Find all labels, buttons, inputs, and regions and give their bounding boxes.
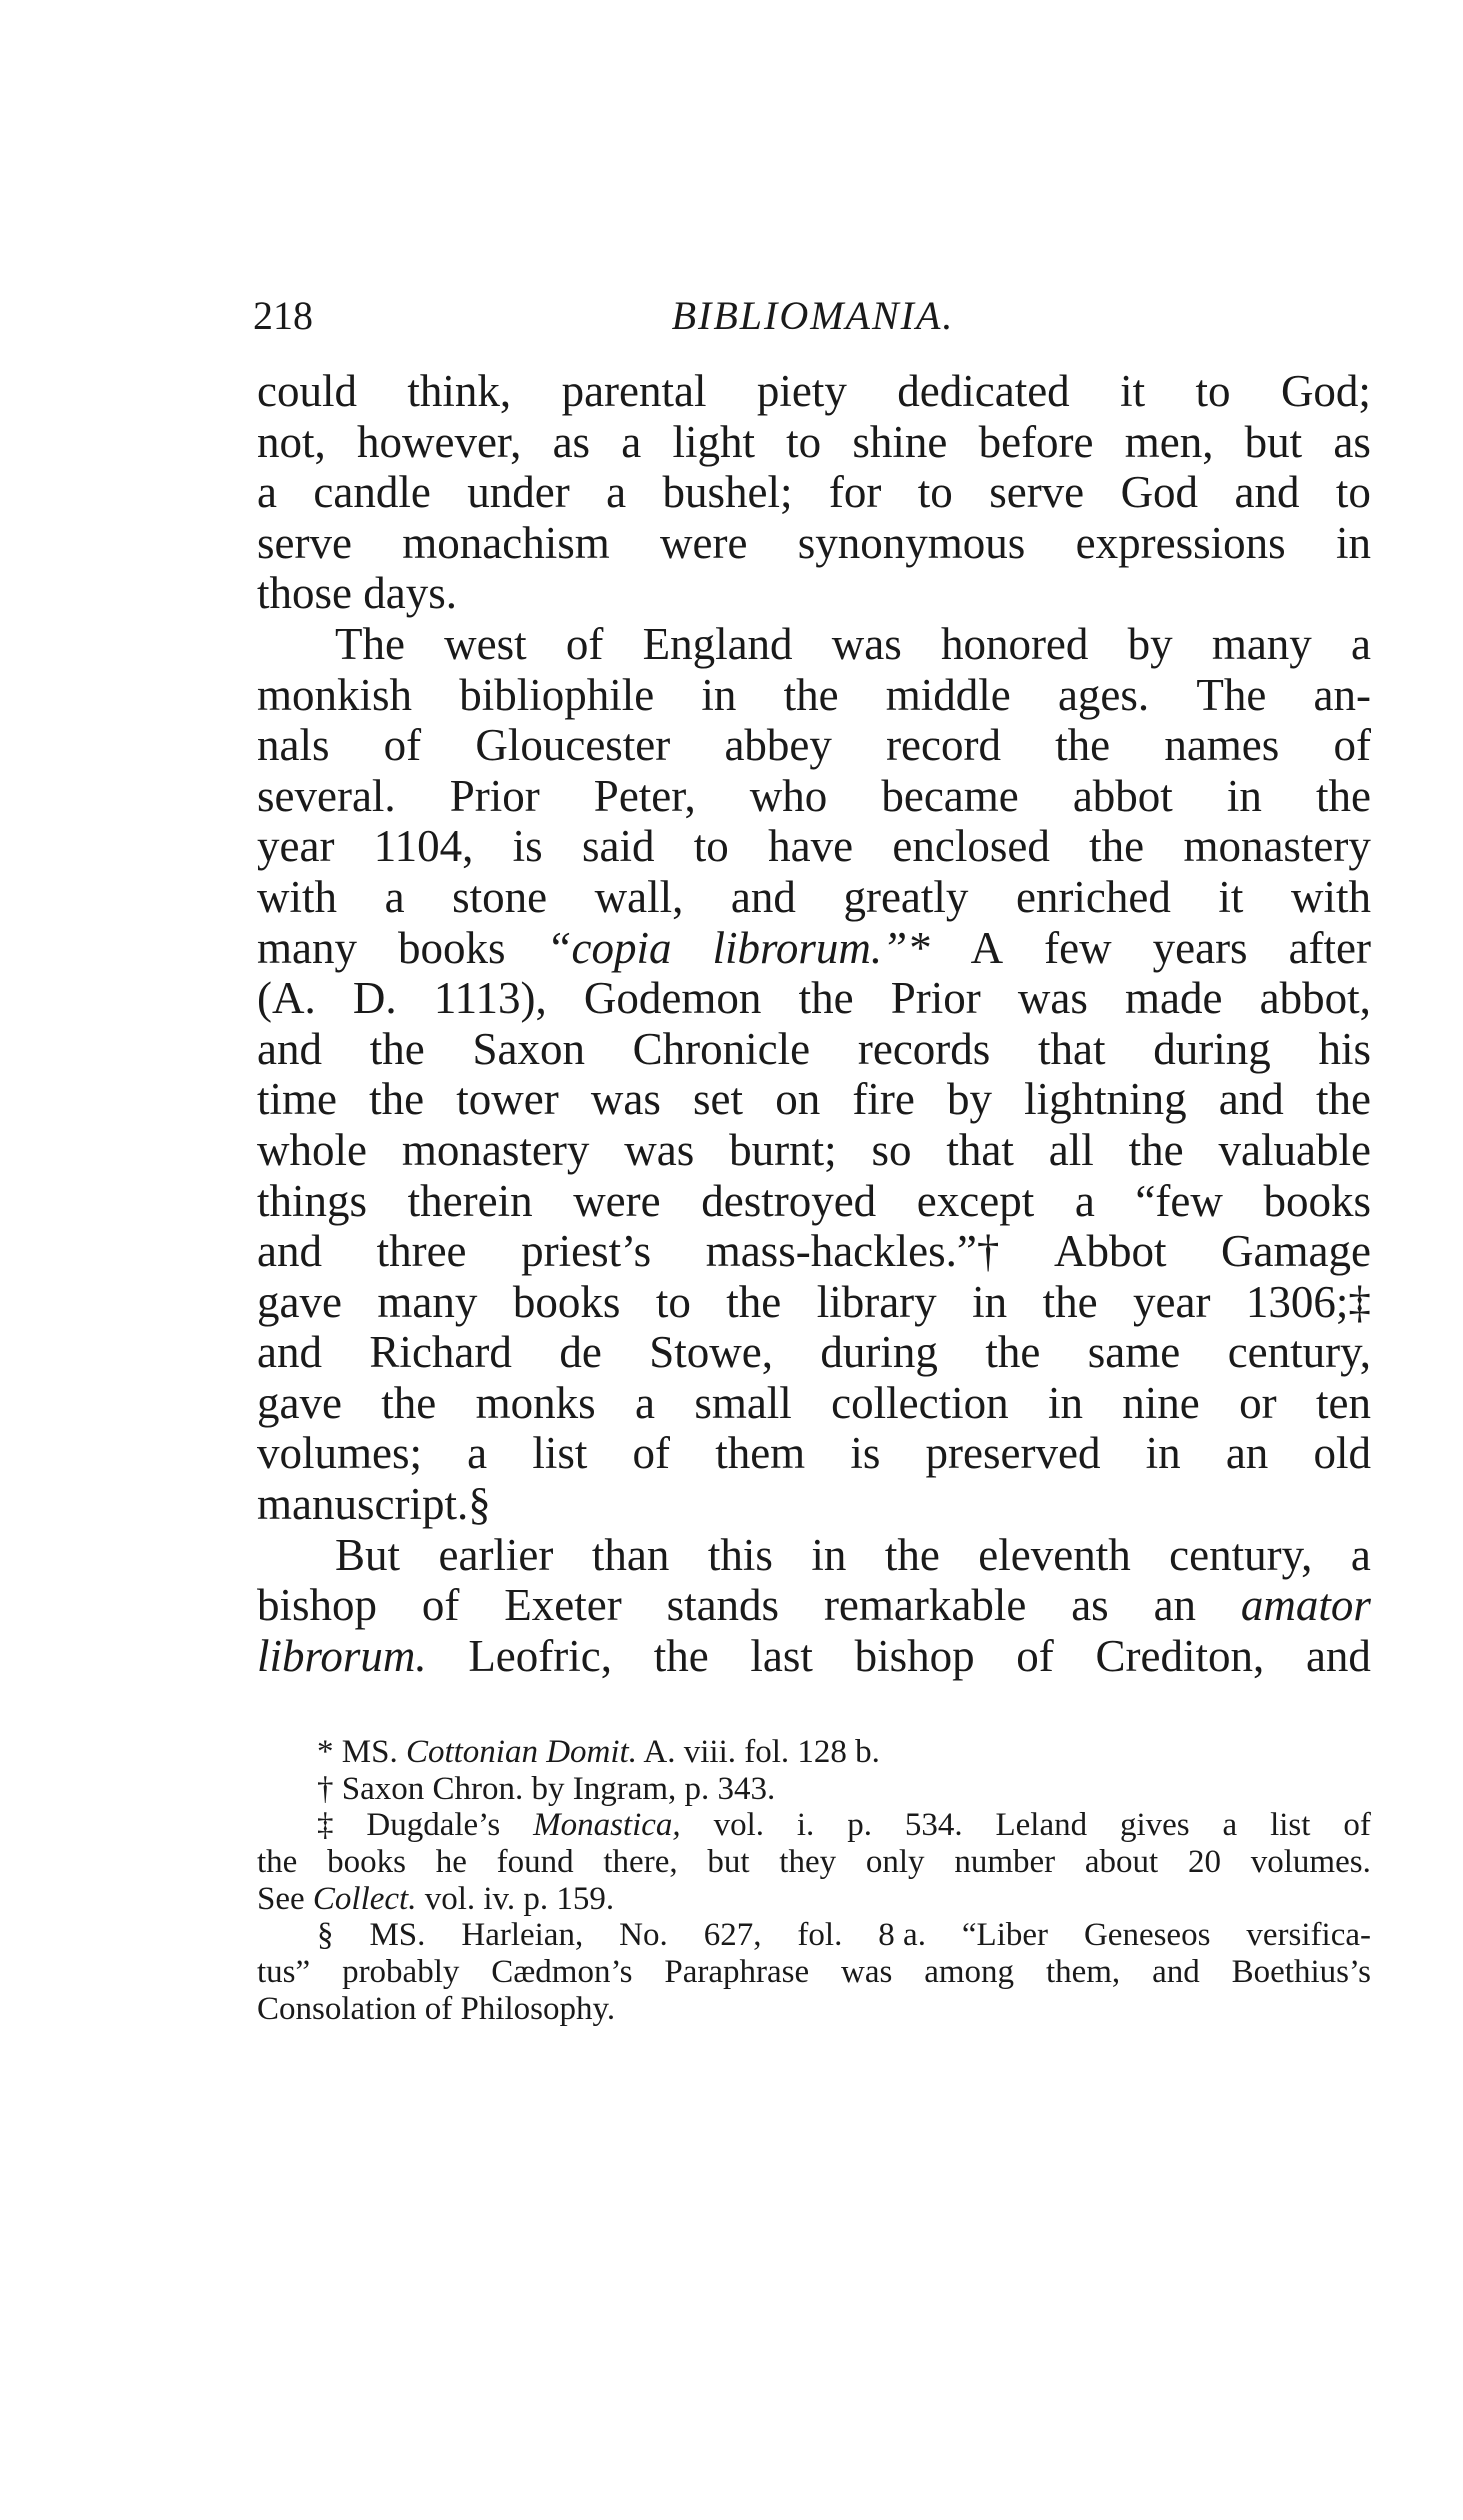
body-word: last xyxy=(750,1630,813,1681)
footnote-line xyxy=(257,1734,1371,1771)
body-word: it xyxy=(1120,366,1146,416)
body-word: in xyxy=(972,1276,1008,1327)
footnote-word: 627, xyxy=(703,1917,762,1954)
body-word: monkish xyxy=(257,669,413,720)
body-word: the xyxy=(369,1074,425,1125)
body-word: years xyxy=(1152,922,1248,973)
body-word: or xyxy=(1239,1377,1277,1428)
body-word: 1104, xyxy=(373,821,474,872)
body-word: of xyxy=(421,1580,460,1631)
body-word: who xyxy=(749,770,828,821)
footnote-line xyxy=(257,1807,1371,1844)
body-word: light xyxy=(672,416,755,467)
body-word: Richard xyxy=(369,1327,512,1378)
footnote-word: he xyxy=(435,1844,467,1881)
body-word: the xyxy=(798,973,854,1024)
body-word: than xyxy=(591,1529,670,1580)
body-word: manuscript.§ xyxy=(257,1479,491,1530)
footnote-word: 534. xyxy=(904,1807,963,1844)
running-title: BIBLIOMANIA. xyxy=(671,293,955,338)
body-word: as xyxy=(552,416,591,467)
body-word: became xyxy=(881,770,1019,821)
body-word: and xyxy=(257,1023,322,1074)
body-word: small xyxy=(694,1377,792,1428)
body-word: century, xyxy=(1169,1529,1313,1580)
body-word: a xyxy=(1074,1175,1095,1226)
body-word: the xyxy=(1042,1276,1098,1327)
footnote-word: a xyxy=(1222,1807,1238,1844)
body-word: preserved xyxy=(925,1428,1101,1479)
body-word: books xyxy=(1263,1175,1371,1226)
body-word: monks xyxy=(475,1377,596,1428)
body-word: abbot xyxy=(1072,770,1173,821)
body-word: Abbot xyxy=(1053,1226,1167,1277)
body-word: could xyxy=(257,366,357,416)
running-header xyxy=(253,292,1373,352)
body-word: the xyxy=(381,1377,437,1428)
body-line xyxy=(257,1277,1371,1328)
body-word: an xyxy=(1153,1580,1197,1631)
footnote-word: Cædmon’s xyxy=(491,1954,633,1991)
body-line xyxy=(257,417,1371,468)
body-line xyxy=(257,568,1371,619)
body-word: the xyxy=(369,1023,425,1074)
footnote-word: number xyxy=(954,1844,1056,1881)
body-word: abbot, xyxy=(1259,973,1371,1024)
body-word: during xyxy=(1153,1023,1271,1074)
body-line xyxy=(257,1024,1371,1075)
body-word: and xyxy=(257,1226,322,1277)
body-word: abbey xyxy=(724,720,832,771)
body-word: was xyxy=(831,618,902,669)
body-word: for xyxy=(828,467,882,518)
body-word: Prior xyxy=(449,770,540,821)
body-line xyxy=(257,821,1371,872)
body-word: the xyxy=(783,669,839,720)
body-word: Saxon xyxy=(472,1023,585,1074)
body-line xyxy=(257,872,1371,923)
body-word: shine xyxy=(852,416,948,467)
body-word: and xyxy=(257,1327,322,1378)
body-word: of xyxy=(1333,720,1371,771)
body-line xyxy=(257,1631,1371,1682)
body-word: that xyxy=(946,1124,1014,1175)
body-word: was xyxy=(624,1124,695,1175)
body-word: except xyxy=(916,1175,1035,1226)
body-word: But xyxy=(335,1529,401,1580)
body-word: priest’s xyxy=(521,1226,652,1277)
body-word: gave xyxy=(257,1377,342,1428)
body-word: year xyxy=(1133,1276,1211,1327)
body-line xyxy=(257,1378,1371,1429)
body-word: is xyxy=(512,821,543,872)
footnote-word: Paraphrase xyxy=(664,1954,810,1991)
body-word: fire xyxy=(852,1074,915,1125)
body-word: names xyxy=(1164,720,1280,771)
body-word: under xyxy=(467,467,570,518)
body-word: them xyxy=(715,1428,806,1479)
body-word: year xyxy=(257,821,335,872)
body-word: the xyxy=(653,1630,709,1681)
footnote-word: fol. xyxy=(797,1917,843,1954)
body-word: 1113), xyxy=(433,973,547,1024)
body-word: all xyxy=(1048,1124,1094,1175)
body-word: serve xyxy=(989,467,1085,518)
body-word: valuable xyxy=(1218,1124,1371,1175)
body-word: library xyxy=(816,1276,937,1327)
footnote-word: but xyxy=(707,1844,750,1881)
footnotes xyxy=(257,1734,1371,2028)
body-word: God xyxy=(1120,467,1199,518)
body-word: during xyxy=(820,1327,938,1378)
body-word: that xyxy=(1038,1023,1106,1074)
body-word: The xyxy=(335,618,405,669)
body-word: days. xyxy=(363,568,457,619)
body-word: a xyxy=(257,467,277,518)
body-line xyxy=(257,973,1371,1024)
body-word: old xyxy=(1313,1428,1371,1479)
body-word: whole xyxy=(257,1124,367,1175)
body-line xyxy=(257,720,1371,771)
body-word: A xyxy=(970,922,1004,973)
footnote-line xyxy=(257,1954,1371,1991)
body-word: collection xyxy=(831,1377,1009,1428)
body-word: list xyxy=(532,1428,588,1479)
body-word: the xyxy=(726,1276,782,1327)
footnote-word: gives xyxy=(1119,1807,1190,1844)
footnote-word: ‡ xyxy=(317,1807,334,1844)
body-word: Stowe, xyxy=(649,1327,773,1378)
footnote-line xyxy=(257,1881,1371,1918)
footnote-word: list xyxy=(1270,1807,1311,1844)
body-word: many xyxy=(257,922,357,973)
body-word: record xyxy=(886,720,1001,771)
body-word: candle xyxy=(313,467,431,518)
body-word: a xyxy=(384,871,405,922)
body-word: after xyxy=(1288,922,1371,973)
footnote-word: No. xyxy=(619,1917,668,1954)
body-word: therein xyxy=(407,1175,533,1226)
footnote-word: Leland xyxy=(995,1807,1088,1844)
footnote-word: was xyxy=(841,1954,893,1991)
body-line xyxy=(257,467,1371,518)
body-word: lightning xyxy=(1024,1074,1187,1125)
body-word: Gloucester xyxy=(475,720,671,771)
body-word: wall, xyxy=(594,871,684,922)
body-word: three xyxy=(376,1226,467,1277)
footnote-word: there, xyxy=(603,1844,678,1881)
body-word: ages. xyxy=(1057,669,1150,720)
footnote-word: tus” xyxy=(257,1954,311,1991)
body-word: made xyxy=(1125,973,1223,1024)
body-word: parental xyxy=(561,366,707,416)
body-word: eleventh xyxy=(978,1529,1131,1580)
footnote-word: Consolation of Philosophy. xyxy=(257,1990,616,2027)
body-line xyxy=(257,1327,1371,1378)
footnote-word: Geneseos xyxy=(1083,1917,1211,1954)
footnote-word: about xyxy=(1084,1844,1159,1881)
body-word: nine xyxy=(1122,1377,1200,1428)
footnote-word: * MS. Cottonian Domit. A. viii. fol. 128 b. xyxy=(317,1734,880,1770)
body-word: in xyxy=(811,1529,847,1580)
body-word: Prior xyxy=(890,973,981,1024)
body-line xyxy=(257,771,1371,822)
body-word: Gamage xyxy=(1221,1226,1371,1277)
body-word: as xyxy=(1071,1580,1109,1631)
footnote-word: i. xyxy=(796,1807,815,1844)
body-word: tower xyxy=(456,1074,559,1125)
body-word: greatly xyxy=(843,871,969,922)
body-line xyxy=(257,1580,1371,1631)
body-word: The xyxy=(1196,669,1267,720)
body-word: 1306;‡ xyxy=(1245,1276,1371,1327)
body-word: to xyxy=(1335,467,1371,518)
footnote-word: § xyxy=(317,1917,334,1954)
body-word: have xyxy=(768,821,854,872)
body-line xyxy=(257,1479,1371,1530)
body-word: with xyxy=(257,871,338,922)
footnote-word: 8 a. xyxy=(878,1917,926,1954)
body-word: the xyxy=(1089,821,1145,872)
body-word: to xyxy=(1195,366,1231,416)
body-line xyxy=(257,1226,1371,1277)
body-word: and xyxy=(1218,1074,1284,1125)
body-word: said xyxy=(581,821,655,872)
body-word: Godemon xyxy=(583,973,762,1024)
body-word: monastery xyxy=(1183,821,1371,872)
body-word: to xyxy=(917,467,953,518)
body-word: think, xyxy=(407,366,512,416)
body-word: enclosed xyxy=(892,821,1050,872)
footnote-word: them, xyxy=(1045,1954,1121,1991)
body-word: so xyxy=(871,1124,912,1175)
footnote-word: Monastica, xyxy=(533,1807,681,1844)
body-word: remarkable xyxy=(823,1580,1027,1631)
body-word: this xyxy=(707,1529,773,1580)
body-word: by xyxy=(1127,618,1173,669)
body-word: volumes; xyxy=(257,1428,422,1479)
footnote-word: 20 xyxy=(1188,1844,1221,1881)
body-word: a xyxy=(606,467,627,518)
body-word: the xyxy=(1055,720,1111,771)
body-word: enriched xyxy=(1015,871,1171,922)
footnote-line xyxy=(257,1917,1371,1954)
body-word: England xyxy=(642,618,793,669)
body-word: D. xyxy=(352,973,397,1024)
footnote-word: they xyxy=(779,1844,837,1881)
footnote-word: and xyxy=(1152,1954,1200,1991)
body-word: amator xyxy=(1240,1580,1371,1631)
body-word: (A. xyxy=(257,973,316,1024)
body-word: in xyxy=(701,669,737,720)
footnote-word: Dugdale’s xyxy=(366,1807,501,1844)
body-word: serve xyxy=(257,517,352,568)
body-word: honored xyxy=(940,618,1089,669)
body-word: bibliophile xyxy=(459,669,655,720)
body-word: in xyxy=(1335,517,1371,568)
footnote-line xyxy=(257,1844,1371,1881)
body-line xyxy=(257,1125,1371,1176)
footnote-word: See Collect. vol. iv. p. 159. xyxy=(257,1880,615,1917)
body-word: synonymous xyxy=(797,517,1026,568)
body-word: with xyxy=(1290,871,1371,922)
footnote-word: of xyxy=(1343,1807,1371,1844)
footnote-word: among xyxy=(924,1954,1015,1991)
footnote-word: found xyxy=(496,1844,574,1881)
body-word: earlier xyxy=(438,1529,554,1580)
body-word: of xyxy=(1016,1630,1054,1681)
body-word: but xyxy=(1244,416,1303,467)
body-word: records xyxy=(857,1023,991,1074)
footnote-word: † Saxon Chron. by Ingram, p. 343. xyxy=(317,1770,776,1807)
body-word: before xyxy=(978,416,1094,467)
body-word: Chronicle xyxy=(632,1023,811,1074)
body-word: an- xyxy=(1313,669,1371,720)
body-word: the xyxy=(1128,1124,1184,1175)
body-word: not, xyxy=(257,416,326,467)
body-line xyxy=(257,366,1371,417)
body-word: it xyxy=(1218,871,1244,922)
body-word: time xyxy=(257,1074,337,1125)
body-word: bishop xyxy=(854,1630,975,1681)
body-word: of xyxy=(632,1428,671,1479)
body-line xyxy=(257,1530,1371,1581)
body-word: on xyxy=(775,1074,821,1125)
body-word: destroyed xyxy=(701,1175,877,1226)
body-word: bishop xyxy=(257,1580,378,1631)
body-word: was xyxy=(590,1074,661,1125)
body-word: piety xyxy=(756,366,847,416)
body-word: by xyxy=(946,1074,992,1125)
body-word: many xyxy=(1211,618,1312,669)
body-word: to xyxy=(693,821,729,872)
body-word: century, xyxy=(1227,1327,1371,1378)
body-word: a xyxy=(1350,1529,1371,1580)
body-word: to xyxy=(786,416,822,467)
body-word: many xyxy=(377,1276,478,1327)
body-word: the xyxy=(884,1529,940,1580)
body-word: same xyxy=(1087,1327,1181,1378)
footnote-word: books xyxy=(327,1844,406,1881)
footnote-word: vol. xyxy=(713,1807,764,1844)
body-word: Peter, xyxy=(593,770,696,821)
body-word: ten xyxy=(1315,1377,1371,1428)
body-word: an xyxy=(1225,1428,1269,1479)
body-word: mass-hackles.”† xyxy=(705,1226,1000,1277)
body-word: west xyxy=(444,618,527,669)
footnote-word: MS. xyxy=(369,1917,426,1954)
body-word: a xyxy=(621,416,642,467)
footnote-word: volumes. xyxy=(1250,1844,1371,1881)
body-word: the xyxy=(1315,770,1371,821)
body-word: as xyxy=(1333,416,1371,467)
body-word: several. xyxy=(257,770,396,821)
body-word: Crediton, xyxy=(1095,1630,1265,1681)
body-word: stone xyxy=(452,871,548,922)
footnote-word: Harleian, xyxy=(461,1917,584,1954)
body-word: “copia xyxy=(546,922,672,973)
footnote-word: only xyxy=(865,1844,925,1881)
body-word: things xyxy=(257,1175,368,1226)
body-line xyxy=(257,619,1371,670)
body-word: Exeter xyxy=(504,1580,622,1631)
body-word: of xyxy=(565,618,604,669)
footnote-word: versifica- xyxy=(1246,1917,1371,1954)
body-word: a xyxy=(467,1428,488,1479)
body-word: few xyxy=(1044,922,1112,973)
body-word: and xyxy=(730,871,796,922)
footnote-line xyxy=(257,1991,1371,2028)
body-word: were xyxy=(573,1175,661,1226)
body-word: Leofric, xyxy=(468,1630,612,1681)
body-line xyxy=(257,518,1371,569)
body-word: was xyxy=(1017,973,1088,1024)
body-word: were xyxy=(660,517,748,568)
footnote-word: Boethius’s xyxy=(1231,1954,1371,1991)
body-word: expressions xyxy=(1075,517,1286,568)
body-word: dedicated xyxy=(897,366,1070,416)
body-word: of xyxy=(383,720,422,771)
body-word: in xyxy=(1145,1428,1181,1479)
footnote-word: “Liber xyxy=(961,1917,1049,1954)
body-line xyxy=(257,1176,1371,1227)
body-word: middle xyxy=(885,669,1011,720)
body-word: de xyxy=(559,1327,602,1378)
body-word: books xyxy=(512,1276,621,1327)
body-word: librorum.”* xyxy=(712,922,930,973)
body-word: those xyxy=(257,568,352,619)
body-word: in xyxy=(1226,770,1262,821)
body-word: monachism xyxy=(402,517,610,568)
body-word: the xyxy=(985,1327,1041,1378)
body-word: librorum. xyxy=(257,1630,427,1681)
body-line xyxy=(257,670,1371,721)
body-line xyxy=(257,923,1371,974)
footnote-word: probably xyxy=(342,1954,460,1991)
body-word: a xyxy=(1351,618,1371,669)
body-word: “few xyxy=(1135,1175,1223,1226)
footnote-word: the xyxy=(257,1844,298,1881)
body-line xyxy=(257,1074,1371,1125)
body-word: in xyxy=(1047,1377,1083,1428)
body-word: his xyxy=(1318,1023,1371,1074)
body-word: however, xyxy=(356,416,522,467)
body-word: a xyxy=(634,1377,655,1428)
footnote-word: p. xyxy=(847,1807,872,1844)
body-word: God; xyxy=(1280,366,1371,416)
page-number: 218 xyxy=(253,293,313,338)
body-word: set xyxy=(693,1074,744,1125)
body-word: nals xyxy=(257,720,330,771)
body-word: bushel; xyxy=(662,467,793,518)
body-word: gave xyxy=(257,1276,342,1327)
body-line xyxy=(257,1428,1371,1479)
body-word: men, xyxy=(1124,416,1214,467)
body-text xyxy=(257,366,1371,1681)
body-word: is xyxy=(850,1428,881,1479)
body-word: and xyxy=(1305,1630,1371,1681)
body-word: books xyxy=(397,922,506,973)
body-word: monastery xyxy=(401,1124,590,1175)
body-word: and xyxy=(1234,467,1300,518)
body-word: to xyxy=(655,1276,691,1327)
footnote-line xyxy=(257,1771,1371,1808)
body-word: burnt; xyxy=(729,1124,837,1175)
body-word: stands xyxy=(666,1580,780,1631)
body-word: the xyxy=(1315,1074,1371,1125)
